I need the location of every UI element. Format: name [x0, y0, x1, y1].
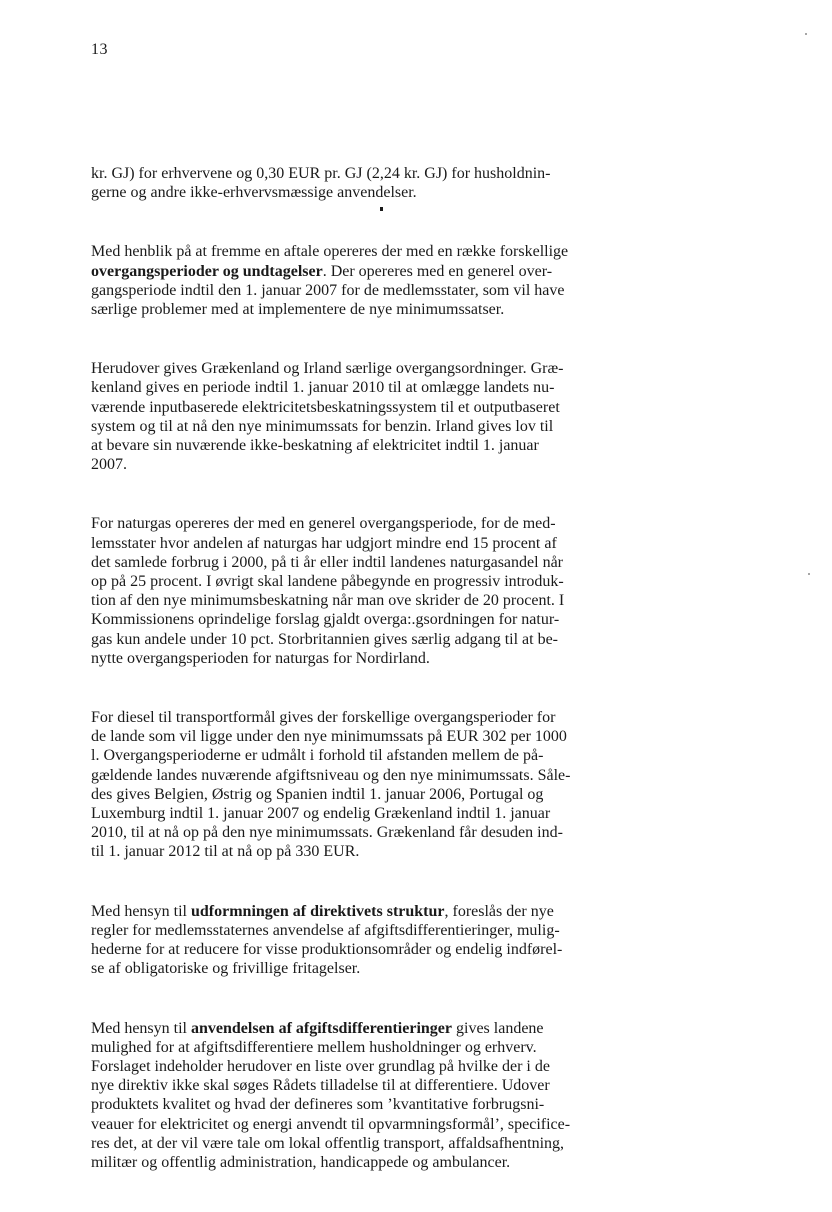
text-segment: lemsstater hvor andelen af naturgas har udgjort mindre end 15 procent af	[91, 534, 557, 552]
paragraph	[91, 242, 631, 319]
text-line	[91, 1057, 631, 1076]
text-line	[91, 746, 631, 765]
text-line	[91, 1019, 631, 1038]
text-line	[91, 572, 631, 591]
text-segment: nye direktiv ikke skal søges Rådets tilladelse til at differentiere. Udover	[91, 1077, 550, 1095]
text-segment: gangsperiode indtil den 1. januar 2007 for de medlemsstater, som vil have	[91, 281, 565, 299]
text-line	[91, 785, 631, 804]
text-line	[91, 359, 631, 378]
text-segment: gas kun andele under 10 pct. Storbritannien gives særlig adgang til at be-	[91, 630, 558, 648]
text-segment: , foreslås der nye	[444, 902, 554, 920]
text-segment: nytte overgangsperioden for naturgas for Nordirland.	[91, 649, 430, 667]
text-segment: produktets kvalitet og hvad der defineres som ’kvantitative forbrugsni-	[91, 1096, 545, 1114]
text-segment: militær og offentlig administration, handicappede og ambulancer.	[91, 1153, 511, 1171]
text-segment: Herudover gives Grækenland og Irland særlige overgangsordninger. Græ-	[91, 360, 564, 378]
text-segment: Med hensyn til	[91, 902, 191, 920]
text-line	[91, 902, 631, 921]
text-line	[91, 1038, 631, 1057]
text-segment: For diesel til transportformål gives der forskellige overgangsperioder for	[91, 709, 556, 727]
text-segment: regler for medlemsstaternes anvendelse af afgiftsdifferentieringer, mulig-	[91, 921, 560, 939]
text-line	[91, 649, 631, 668]
scan-speck	[805, 33, 807, 35]
text-line	[91, 630, 631, 649]
bold-phrase: anvendelsen af afgiftsdifferentieringer	[191, 1019, 452, 1037]
text-segment: Med henblik på at fremme en aftale opereres der med en række forskellige	[91, 243, 569, 261]
text-segment: mulighed for at afgiftsdifferentiere mellem husholdninger og erhverv.	[91, 1038, 537, 1056]
text-segment: gældende landes nuværende afgiftsniveau og den nye minimumssats. Såle-	[91, 766, 571, 784]
text-segment: For naturgas opereres der med en generel overgangsperiode, for de med-	[91, 515, 556, 533]
text-segment: res det, at der vil være tale om lokal offentlig transport, affaldsafhentning,	[91, 1134, 565, 1152]
text-line	[91, 823, 631, 842]
text-line	[91, 417, 631, 436]
text-line	[91, 766, 631, 785]
text-line	[91, 436, 631, 455]
text-line	[91, 378, 631, 397]
text-segment: Luxemburg indtil 1. januar 2007 og endelig Grækenland indtil 1. januar	[91, 805, 551, 823]
text-line	[91, 534, 631, 553]
text-segment: hederne for at reducere for visse produktionsområder og endelig indførel-	[91, 941, 563, 959]
text-segment: se af obligatoriske og frivillige fritagelser.	[91, 960, 361, 978]
text-line	[91, 804, 631, 823]
text-segment: . Der opereres med en generel over-	[322, 262, 553, 280]
text-segment: l. Overgangsperioderne er udmålt i forhold til afstanden mellem de på-	[91, 747, 544, 765]
text-segment: Med hensyn til	[91, 1019, 191, 1037]
paragraph	[91, 1019, 631, 1173]
bold-phrase: overgangsperioder og undtagelser	[91, 262, 323, 280]
text-segment: gives landene	[452, 1019, 544, 1037]
text-line	[91, 281, 631, 300]
text-line	[91, 1115, 631, 1134]
scan-speck	[808, 573, 810, 575]
text-segment: Forslaget indeholder herudover en liste over grundlag på hvilke der i de	[91, 1057, 550, 1075]
text-line	[91, 1095, 631, 1114]
text-line	[91, 1134, 631, 1153]
text-segment: at bevare sin nuværende ikke-beskatning af elektricitet indtil 1. januar	[91, 437, 539, 455]
text-line	[91, 300, 631, 319]
text-line	[91, 514, 631, 533]
text-segment: veauer for elektricitet og energi anvendt til opvarmningsformål’, specifice-	[91, 1115, 571, 1133]
text-segment: kr. GJ) for erhvervene og 0,30 EUR pr. GJ (2,24 kr. GJ) for husholdnin-	[91, 165, 551, 182]
text-segment: særlige problemer med at implementere de nye minimumssatser.	[91, 301, 505, 319]
bold-phrase: udformningen af direktivets struktur	[191, 902, 445, 920]
text-line	[91, 610, 631, 629]
page-number: 13	[91, 41, 108, 58]
text-segment: til 1. januar 2012 til at nå op på 330 EUR.	[91, 843, 360, 861]
text-line	[91, 959, 631, 978]
text-segment: tion af den nye minimumsbeskatning når man ove skrider de 20 procent. I	[91, 592, 565, 610]
text-line	[91, 164, 631, 183]
text-segment: gerne og andre ikke-erhvervsmæssige anvendelser.	[91, 184, 417, 202]
text-segment: 2010, til at nå op på den nye minimumssats. Grækenland får desuden ind-	[91, 824, 563, 842]
text-line	[91, 262, 631, 281]
text-line	[91, 708, 631, 727]
text-segment: system og til at nå den nye minimumssats for benzin. Irland gives lov til	[91, 417, 554, 435]
text-segment: kenland gives en periode indtil 1. januar 2010 til at omlægge landets nu-	[91, 379, 555, 397]
text-line	[91, 842, 631, 861]
text-segment: Kommissionens oprindelige forslag gjaldt overga:.gsordningen for natur-	[91, 611, 560, 629]
text-segment: værende inputbaserede elektricitetsbeskatningssystem til et outputbaseret	[91, 398, 560, 416]
document-body	[91, 164, 631, 1212]
text-segment: des gives Belgien, Østrig og Spanien indtil 1. januar 2006, Portugal og	[91, 785, 544, 803]
text-line	[91, 940, 631, 959]
paragraph	[91, 708, 631, 862]
paragraph	[91, 902, 631, 979]
text-line	[91, 455, 631, 474]
text-line	[91, 591, 631, 610]
text-line	[91, 1076, 631, 1095]
text-segment: op på 25 procent. I øvrigt skal landene påbegynde en progressiv introduk-	[91, 573, 564, 591]
text-segment: det samlede forbrug i 2000, på ti år eller indtil landenes naturgasandel når	[91, 553, 563, 571]
text-line	[91, 553, 631, 572]
text-line	[91, 242, 631, 261]
text-line	[91, 727, 631, 746]
text-line	[91, 398, 631, 417]
paragraph	[91, 514, 631, 668]
paragraph	[91, 359, 631, 474]
paragraph	[91, 164, 631, 202]
text-segment: 2007.	[91, 456, 127, 474]
text-line	[91, 183, 631, 202]
text-line	[91, 921, 631, 940]
text-segment: de lande som vil ligge under den nye minimumssats på EUR 302 per 1000	[91, 728, 567, 746]
